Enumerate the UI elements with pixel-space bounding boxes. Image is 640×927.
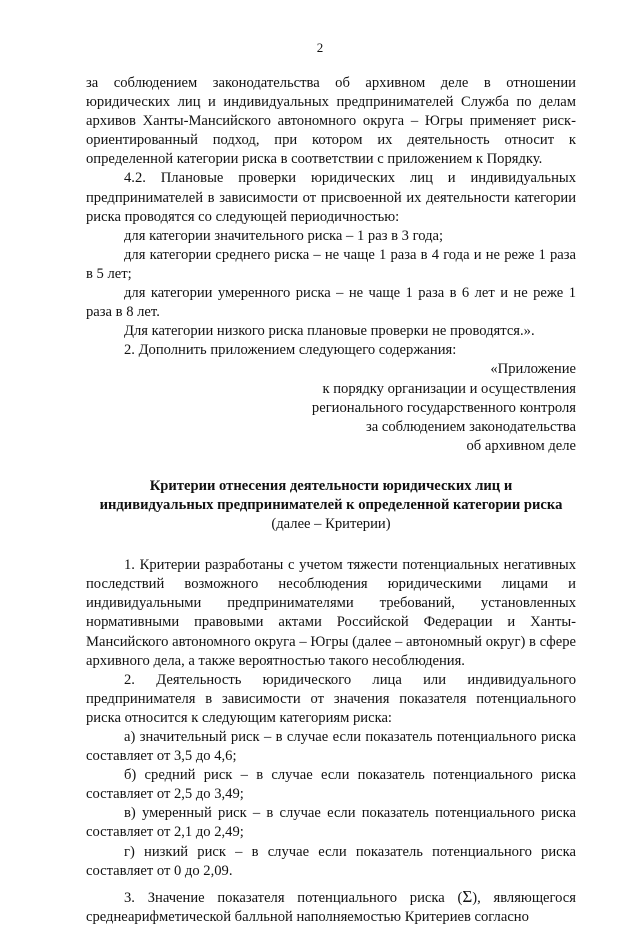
paragraph-4-2: 4.2. Плановые проверки юридических лиц и индивидуальных предпринимателей в зависимости от присвоенной их деятельности категории риска проводятся со следующей периодичностью: [86, 170, 576, 225]
heading-line-2: индивидуальных предпринимателей к определенной категории риска [99, 496, 563, 513]
criteria-3-text-after: ), являющегося среднеарифметической балльной наполняемостью Критериев согласно [86, 889, 577, 925]
paragraph-intro-continuation: за соблюдением законодательства об архивном деле в отношении юридических лиц и индивидуальных предпринимателей Служба по делам архивов Ханты-Мансийского автономного округа – Югры применяет риск-ориентированный подход, при котором их деятельность относит к определенной категории риска в соответствии с приложением к Порядку. [86, 75, 576, 168]
section-heading [86, 477, 576, 534]
annex-caption [86, 360, 576, 455]
heading-line-1: Критерии отнесения деятельности юридических лиц и [149, 477, 513, 494]
annex-line: об архивном деле [466, 437, 576, 454]
paragraph-criteria-2: 2. Деятельность юридического лица или индивидуального предпринимателя в зависимости от значения показателя потенциального риска относится к следующим категориям риска: [86, 671, 576, 726]
criteria-3-text-before: 3. Значение показателя потенциального риска ( [124, 889, 463, 906]
annex-line: за соблюдением законодательства [366, 418, 576, 435]
paragraph-criteria-c: в) умеренный риск – в случае если показатель потенциального риска составляет от 2,1 до 2,49; [86, 805, 576, 841]
paragraph-criteria-b: б) средний риск – в случае если показатель потенциального риска составляет от 2,5 до 3,49; [86, 767, 576, 803]
annex-line: «Приложение [490, 361, 576, 378]
paragraph-significant-risk: для категории значительного риска – 1 раз в 3 года; [124, 227, 444, 244]
paragraph-criteria-3 [86, 887, 576, 927]
paragraph-medium-risk: для категории среднего риска – не чаще 1 раза в 4 года и не реже 1 раза в 5 лет; [86, 246, 576, 282]
page-number: 2 [316, 40, 324, 55]
paragraph-criteria-1: 1. Критерии разработаны с учетом тяжести потенциальных негативных последствий возможного несоблюдения юридическими лицами и индивидуальными предпринимателями требований, установленных нормативными правовыми актами Российской Федерации и Ханты-Мансийского автономного округа – Югры (далее – автономный округ) в сфере архивного дела, а также вероятностью такого несоблюдения. [86, 557, 576, 669]
heading-subtitle: (далее – Критерии) [271, 516, 391, 533]
paragraph-item-2: 2. Дополнить приложением следующего содержания: [124, 342, 457, 359]
paragraph-criteria-d: г) низкий риск – в случае если показатель потенциального риска составляет от 0 до 2,09. [86, 843, 576, 879]
annex-line: регионального государственного контроля [311, 399, 576, 416]
document-body [86, 74, 576, 927]
paragraph-moderate-risk: для категории умеренного риска – не чаще 1 раза в 6 лет и не реже 1 раза в 8 лет. [86, 285, 576, 321]
sigma-symbol: Σ [462, 886, 473, 906]
annex-line: к порядку организации и осуществления [322, 380, 576, 397]
paragraph-low-risk: Для категории низкого риска плановые проверки не проводятся.». [124, 323, 535, 340]
paragraph-criteria-a: а) значительный риск – в случае если показатель потенциального риска составляет от 3,5 до 4,6; [86, 729, 576, 765]
